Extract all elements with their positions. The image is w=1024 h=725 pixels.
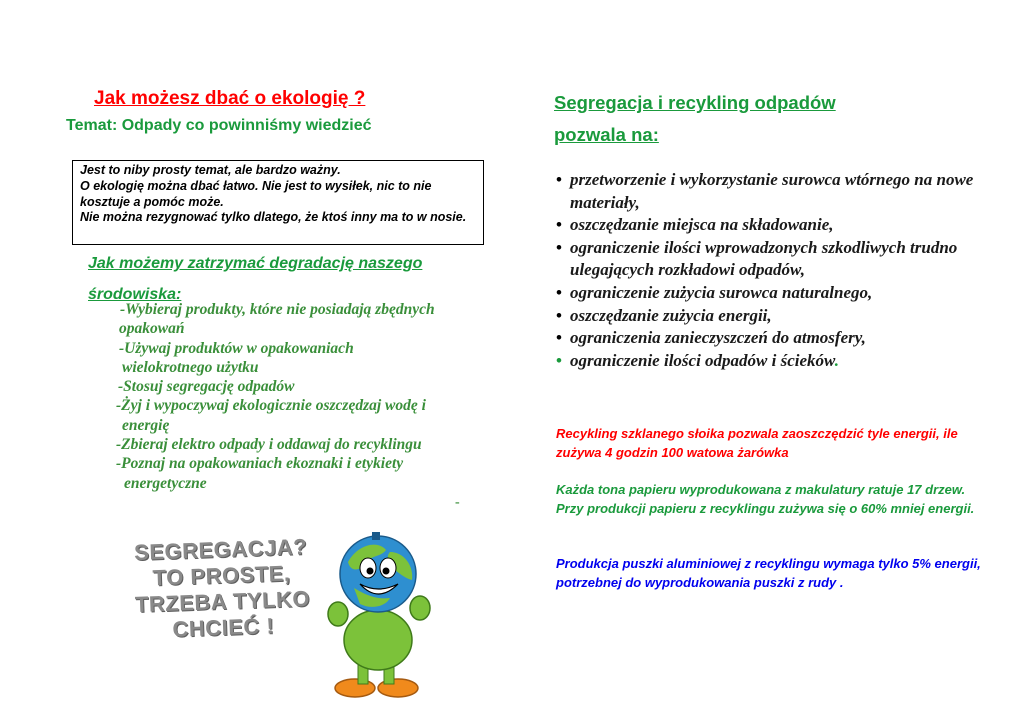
- intro-line: Jest to niby prosty temat, ale bardzo ważny.: [80, 163, 341, 177]
- intro-line: Nie można rezygnować tylko dlatego, że ktoś inny ma to w nosie.: [80, 210, 467, 225]
- benefit-item-last: [556, 350, 996, 373]
- tip-line: -Żyj i wypoczywaj ekologicznie oszczędzaj wodę i: [116, 397, 426, 415]
- tip-line: -Stosuj segregację odpadów: [118, 378, 295, 396]
- tip-line: -Poznaj na opakowaniach ekoznaki i etykiety: [116, 455, 404, 473]
- intro-box: [72, 160, 484, 245]
- tip-line: -Wybieraj produkty, które nie posiadają zbędnych: [120, 301, 435, 318]
- benefit-item: • ograniczenie zużycia surowca naturalnego,: [556, 282, 996, 305]
- stray-dash: -: [455, 495, 460, 510]
- topic-subtitle: Temat: Odpady co powinniśmy wiedzieć: [66, 117, 372, 134]
- benefit-item: • ograniczenia zanieczyszczeń do atmosfery,: [556, 327, 996, 350]
- slogan-line: SEGREGACJA?: [133, 534, 308, 566]
- tip-line: -Używaj produktów w opakowaniach: [119, 339, 354, 357]
- benefit-item: • ograniczenie ilości wprowadzonych szkodliwych trudno ulegających rozkładowi odpadów,: [556, 237, 996, 282]
- slogan-line: TRZEBA TYLKO: [134, 585, 311, 618]
- mascot-body: [344, 610, 412, 670]
- benefits-title: [554, 88, 974, 152]
- page-title: Jak możesz dbać o ekologię ?: [94, 88, 366, 109]
- slogan-line: CHCIEĆ !: [172, 613, 275, 642]
- tip-line: wielokrotnego użytku: [122, 358, 259, 376]
- slogan-line: TO PROSTE,: [152, 560, 291, 591]
- benefit-item: • przetworzenie i wykorzystanie surowca wtórnego na nowe materiały,: [556, 169, 996, 214]
- green-period: .: [834, 350, 840, 370]
- tip-line: energię: [122, 416, 170, 434]
- left-shoe: [335, 679, 375, 697]
- benefits-title-line: Segregacja i recykling odpadów: [554, 92, 836, 113]
- benefits-title-line: pozwala na:: [554, 124, 659, 145]
- intro-line: O ekologię można dbać łatwo. Nie jest to wysiłek, nic to nie kosztuje a pomóc może.: [80, 178, 432, 209]
- benefit-item-text: ograniczenie ilości odpadów i ścieków: [570, 350, 835, 370]
- fact-paper: Każda tona papieru wyprodukowana z makulatury ratuje 17 drzew. Przy produkcji papieru z recyklingu zużywa się o 60% mniej energii.: [556, 482, 975, 516]
- tip-line: -Zbieraj elektro odpady i oddawaj do recyklingu: [116, 436, 422, 454]
- poster-slogan: [120, 534, 324, 645]
- how-to-heading: Jak możemy zatrzymać degradację naszego środowiska:: [88, 255, 423, 303]
- globe-mascot-illustration: [320, 522, 440, 702]
- tips-list: [116, 300, 496, 493]
- benefit-item: • oszczędzanie miejsca na składowanie,: [556, 214, 996, 237]
- benefits-list: [556, 169, 996, 372]
- tip-line: energetyczne: [124, 474, 207, 492]
- benefit-item: • oszczędzanie zużycia energii,: [556, 305, 996, 328]
- fact-glass: Recykling szklanego słoika pozwala zaoszczędzić tyle energii, ile zużywa 4 godzin 100 watowa żarówka: [556, 426, 958, 460]
- tip-line: opakowań: [119, 320, 185, 338]
- fact-aluminium: Produkcja puszki aluminiowej z recyklingu wymaga tylko 5% energii, potrzebnej do wyprodukowania puszki z rudy .: [556, 556, 981, 590]
